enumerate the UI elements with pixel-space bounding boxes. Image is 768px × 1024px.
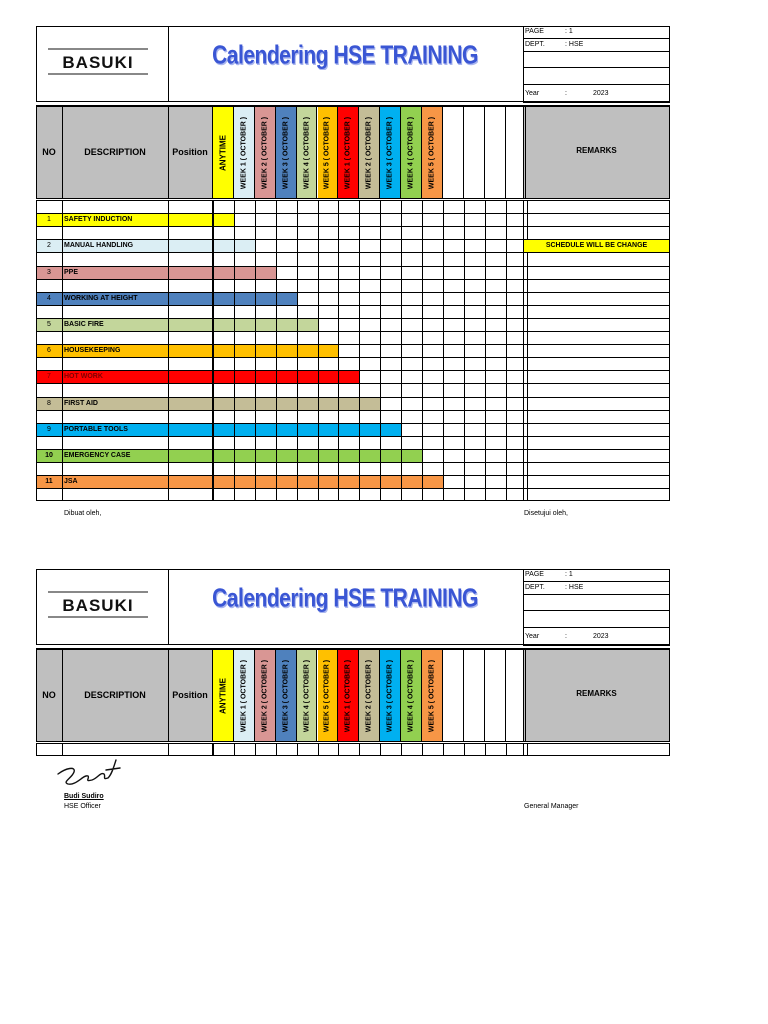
info-rule [523, 38, 670, 39]
grid-column-rule [255, 292, 256, 305]
grid-column-rule [276, 266, 277, 279]
training-name: HOT WORK [64, 373, 103, 381]
grid-column-rule [297, 475, 298, 488]
week-column-header [255, 107, 276, 198]
logo-text: BASUKI [62, 596, 134, 615]
grid-row-rule [36, 226, 670, 227]
week-column-header [213, 107, 234, 198]
training-number: 4 [47, 294, 51, 302]
grid-row-rule [36, 279, 670, 280]
grid-column-rule [213, 475, 214, 488]
week-column-label: ANYTIME [218, 134, 228, 171]
week-column-header [318, 650, 339, 741]
week-column-label: WEEK 4 ( OCTOBER ) [407, 659, 415, 732]
dept-label: DEPT. [525, 41, 545, 48]
grid-column-rule [318, 449, 319, 462]
grid-column-rule [62, 213, 63, 226]
logo-bar [48, 48, 148, 50]
grid-column-rule [297, 423, 298, 436]
grid-column-rule [255, 266, 256, 279]
grid-column-rule [234, 318, 235, 331]
grid-column-rule [62, 266, 63, 279]
week-column-label: WEEK 5 ( OCTOBER ) [428, 659, 436, 732]
week-column-label: WEEK 2 ( OCTOBER ) [365, 116, 373, 189]
grid-column-rule [168, 370, 169, 383]
grid-column-rule [318, 344, 319, 357]
info-rule [523, 610, 670, 611]
week-column-header [380, 107, 401, 198]
training-number: 3 [47, 268, 51, 276]
info-rule [523, 627, 670, 628]
training-number: 10 [45, 451, 53, 459]
grid-column-rule [255, 344, 256, 357]
grid-column-rule [297, 292, 298, 305]
grid-row-rule [36, 331, 670, 332]
grid-column-rule [213, 266, 214, 279]
grid-column-rule [380, 475, 381, 488]
info-rule [523, 84, 670, 85]
year-label: Year [525, 90, 540, 97]
grid-column-rule [234, 397, 235, 410]
week-column-header [318, 107, 339, 198]
grid-column-rule [234, 292, 235, 305]
grid-column-rule [297, 370, 298, 383]
grid-column-rule [234, 423, 235, 436]
empty-column-header [443, 650, 464, 741]
week-column-label: WEEK 4 ( OCTOBER ) [303, 659, 311, 732]
training-name: HOUSEKEEPING [64, 347, 121, 355]
grid-column-rule [318, 743, 319, 756]
grid-column-rule [213, 213, 214, 226]
grid-column-rule [62, 449, 63, 462]
training-number: 7 [47, 373, 51, 381]
grid-column-rule [401, 743, 402, 756]
grid-column-rule [338, 743, 339, 756]
week-column-header [213, 650, 234, 741]
training-name: SAFETY INDUCTION [64, 216, 133, 224]
grid-column-rule [168, 475, 169, 488]
grid-column-rule [62, 344, 63, 357]
week-column-label: WEEK 4 ( OCTOBER ) [303, 116, 311, 189]
grid-row-rule [36, 436, 670, 437]
grid-column-rule [234, 239, 235, 252]
empty-column-header [506, 107, 527, 198]
grid-column-rule [213, 239, 214, 252]
grid-column-rule [422, 475, 423, 488]
week-column-header [422, 107, 443, 198]
grid-row-rule [36, 252, 670, 253]
training-name: BASIC FIRE [64, 320, 104, 328]
training-number: 11 [45, 478, 53, 486]
grid-column-rule [297, 397, 298, 410]
grid-column-rule [506, 743, 507, 756]
grid-column-rule [234, 344, 235, 357]
company-logo [48, 591, 148, 617]
grid-column-rule [297, 449, 298, 462]
grid-column-rule [359, 397, 360, 410]
grid-row-rule [36, 410, 670, 411]
grid-column-rule [62, 423, 63, 436]
year-separator: : [565, 633, 567, 640]
grid-column-rule [401, 449, 402, 462]
week-column-label: WEEK 2 ( OCTOBER ) [261, 659, 269, 732]
grid-column-rule [255, 397, 256, 410]
grid-column-rule [443, 475, 444, 488]
grid-column-rule [168, 213, 169, 226]
officer-title: HSE Officer [64, 803, 101, 810]
grid-column-rule [297, 318, 298, 331]
grid-column-rule [276, 292, 277, 305]
approved-by-label: Disetujui oleh, [524, 510, 568, 517]
page-value: : 1 [565, 571, 573, 578]
week-column-header [380, 650, 401, 741]
logo-bar [48, 616, 148, 618]
grid-column-rule [380, 397, 381, 410]
grid-column-rule [255, 370, 256, 383]
grid-column-rule [255, 475, 256, 488]
page-value: : 1 [565, 28, 573, 35]
grid-column-rule [338, 475, 339, 488]
training-name: MANUAL HANDLING [64, 242, 134, 250]
no-column-header: NO [42, 690, 56, 700]
week-column-label: WEEK 1 ( OCTOBER ) [240, 659, 248, 732]
grid-column-rule [234, 266, 235, 279]
week-column-header [297, 650, 318, 741]
grid-column-rule [380, 449, 381, 462]
company-logo [48, 48, 148, 74]
week-column-header [255, 650, 276, 741]
training-number: 6 [47, 347, 51, 355]
officer-name: Budi Sudiro [64, 793, 104, 800]
grid-column-rule [213, 318, 214, 331]
grid-column-rule [213, 397, 214, 410]
grid-column-rule [213, 292, 214, 305]
logo-text: BASUKI [62, 53, 134, 72]
empty-column-header [485, 650, 506, 741]
grid-column-rule [276, 423, 277, 436]
description-column-header: DESCRIPTION [84, 147, 146, 157]
training-name: WORKING AT HEIGHT [64, 294, 138, 302]
grid-column-rule [401, 475, 402, 488]
grid-column-rule [234, 370, 235, 383]
page-label: PAGE [525, 28, 544, 35]
grid-column-rule [62, 397, 63, 410]
week-column-label: WEEK 5 ( OCTOBER ) [428, 116, 436, 189]
page-title: Calendering HSE TRAINING [212, 41, 478, 70]
grid-column-rule [168, 344, 169, 357]
grid-column-rule [297, 344, 298, 357]
training-name: EMERGENCY CASE [64, 451, 131, 459]
training-number: 8 [47, 399, 51, 407]
grid-column-rule [213, 344, 214, 357]
week-column-header [276, 650, 297, 741]
grid-column-rule [168, 239, 169, 252]
grid-column-rule [380, 423, 381, 436]
grid-column-rule [168, 292, 169, 305]
grid-column-rule [359, 449, 360, 462]
grid-column-rule [276, 344, 277, 357]
week-column-header [422, 650, 443, 741]
week-column-label: WEEK 2 ( OCTOBER ) [261, 116, 269, 189]
remarks-column-header: REMARKS [576, 146, 617, 155]
grid-column-rule [276, 397, 277, 410]
grid-column-rule [62, 475, 63, 488]
logo-bar [48, 591, 148, 593]
grid-column-rule [213, 449, 214, 462]
empty-column-header [443, 107, 464, 198]
grid-column-rule [234, 213, 235, 226]
week-column-header [338, 107, 359, 198]
grid-column-rule [62, 239, 63, 252]
year-value: 2023 [593, 90, 609, 97]
info-rule [523, 594, 670, 595]
week-column-header [359, 107, 380, 198]
week-column-header [338, 650, 359, 741]
grid-column-rule [318, 423, 319, 436]
page-label: PAGE [525, 571, 544, 578]
grid-column-rule [318, 370, 319, 383]
grid-column-rule [338, 397, 339, 410]
grid-column-rule [359, 370, 360, 383]
info-rule [523, 581, 670, 582]
dept-value: : HSE [565, 41, 584, 48]
grid-column-rule [523, 743, 524, 756]
grid-column-rule [338, 449, 339, 462]
training-name: JSA [64, 478, 78, 486]
grid-column-rule [485, 743, 486, 756]
grid-column-rule [213, 423, 214, 436]
grid-column-rule [168, 318, 169, 331]
grid-row-rule [36, 488, 670, 489]
grid-column-rule [318, 475, 319, 488]
week-column-label: WEEK 1 ( OCTOBER ) [344, 659, 352, 732]
grid-row-rule [36, 357, 670, 358]
grid-column-rule [168, 423, 169, 436]
grid-column-rule [443, 743, 444, 756]
position-column-header: Position [172, 690, 208, 700]
grid-column-rule [168, 266, 169, 279]
training-number: 9 [47, 425, 51, 433]
grid-column-rule [338, 423, 339, 436]
grid-column-rule [255, 318, 256, 331]
week-column-header [359, 650, 380, 741]
info-rule [523, 67, 670, 68]
grid-column-rule [255, 239, 256, 252]
week-column-label: WEEK 1 ( OCTOBER ) [240, 116, 248, 189]
training-name: PPE [64, 268, 79, 276]
grid-column-rule [527, 743, 528, 756]
empty-column-header [464, 107, 485, 198]
remark-badge: SCHEDULE WILL BE CHANGE [524, 240, 669, 252]
week-column-header [297, 107, 318, 198]
week-column-header [276, 107, 297, 198]
grid-column-rule [168, 397, 169, 410]
grid-column-rule [62, 318, 63, 331]
training-schedule-bar [37, 476, 443, 488]
week-column-label: ANYTIME [218, 677, 228, 714]
training-number: 2 [47, 242, 51, 250]
logo-bar [48, 73, 148, 75]
grid-column-rule [338, 370, 339, 383]
week-column-header [234, 650, 255, 741]
grid-column-rule [62, 370, 63, 383]
week-column-header [401, 650, 422, 741]
grid-column-rule [380, 743, 381, 756]
grid-column-rule [255, 449, 256, 462]
grid-column-rule [464, 743, 465, 756]
empty-column-header [464, 650, 485, 741]
info-rule [523, 645, 670, 646]
grid-column-rule [255, 423, 256, 436]
grid-column-rule [213, 743, 214, 756]
remarks-column-header: REMARKS [576, 689, 617, 698]
info-rule [523, 26, 670, 27]
description-column-header: DESCRIPTION [84, 690, 146, 700]
manager-title: General Manager [524, 803, 579, 810]
grid-column-rule [276, 743, 277, 756]
info-rule [523, 51, 670, 52]
grid-column-rule [234, 743, 235, 756]
grid-column-rule [422, 449, 423, 462]
week-column-header [234, 107, 255, 198]
info-rule [523, 569, 670, 570]
week-column-header [401, 107, 422, 198]
page-title: Calendering HSE TRAINING [212, 584, 478, 613]
grid-column-rule [276, 370, 277, 383]
grid-column-rule [276, 318, 277, 331]
grid-column-rule [168, 743, 169, 756]
grid-row-rule [36, 462, 670, 463]
training-number: 1 [47, 216, 51, 224]
grid-column-rule [276, 449, 277, 462]
year-value: 2023 [593, 633, 609, 640]
year-separator: : [565, 90, 567, 97]
week-column-label: WEEK 4 ( OCTOBER ) [407, 116, 415, 189]
grid-column-rule [234, 475, 235, 488]
training-number: 5 [47, 320, 51, 328]
grid-column-rule [234, 449, 235, 462]
empty-column-header [506, 650, 527, 741]
grid-column-rule [213, 370, 214, 383]
grid-column-rule [318, 318, 319, 331]
week-column-label: WEEK 3 ( OCTOBER ) [386, 116, 394, 189]
training-name: PORTABLE TOOLS [64, 425, 128, 433]
made-by-label: Dibuat oleh, [64, 510, 102, 517]
week-column-label: WEEK 3 ( OCTOBER ) [282, 659, 290, 732]
week-column-label: WEEK 3 ( OCTOBER ) [386, 659, 394, 732]
grid-column-rule [255, 743, 256, 756]
grid-column-rule [359, 743, 360, 756]
dept-value: : HSE [565, 584, 584, 591]
week-column-label: WEEK 2 ( OCTOBER ) [365, 659, 373, 732]
grid-column-rule [168, 449, 169, 462]
week-column-label: WEEK 5 ( OCTOBER ) [323, 116, 331, 189]
year-label: Year [525, 633, 540, 640]
handwritten-signature [54, 752, 124, 794]
info-rule [523, 102, 670, 103]
week-column-label: WEEK 5 ( OCTOBER ) [323, 659, 331, 732]
position-column-header: Position [172, 147, 208, 157]
grid-column-rule [318, 397, 319, 410]
grid-column-rule [359, 423, 360, 436]
grid-column-rule [422, 743, 423, 756]
grid-row-rule [36, 383, 670, 384]
week-column-label: WEEK 3 ( OCTOBER ) [282, 116, 290, 189]
grid-column-rule [338, 344, 339, 357]
grid-column-rule [359, 475, 360, 488]
dept-label: DEPT. [525, 584, 545, 591]
grid-frame [36, 743, 670, 756]
grid-column-rule [401, 423, 402, 436]
grid-column-rule [62, 292, 63, 305]
grid-row-rule [36, 305, 670, 306]
empty-column-header [485, 107, 506, 198]
week-column-label: WEEK 1 ( OCTOBER ) [344, 116, 352, 189]
grid-column-rule [297, 743, 298, 756]
grid-column-rule [276, 475, 277, 488]
training-name: FIRST AID [64, 399, 98, 407]
no-column-header: NO [42, 147, 56, 157]
